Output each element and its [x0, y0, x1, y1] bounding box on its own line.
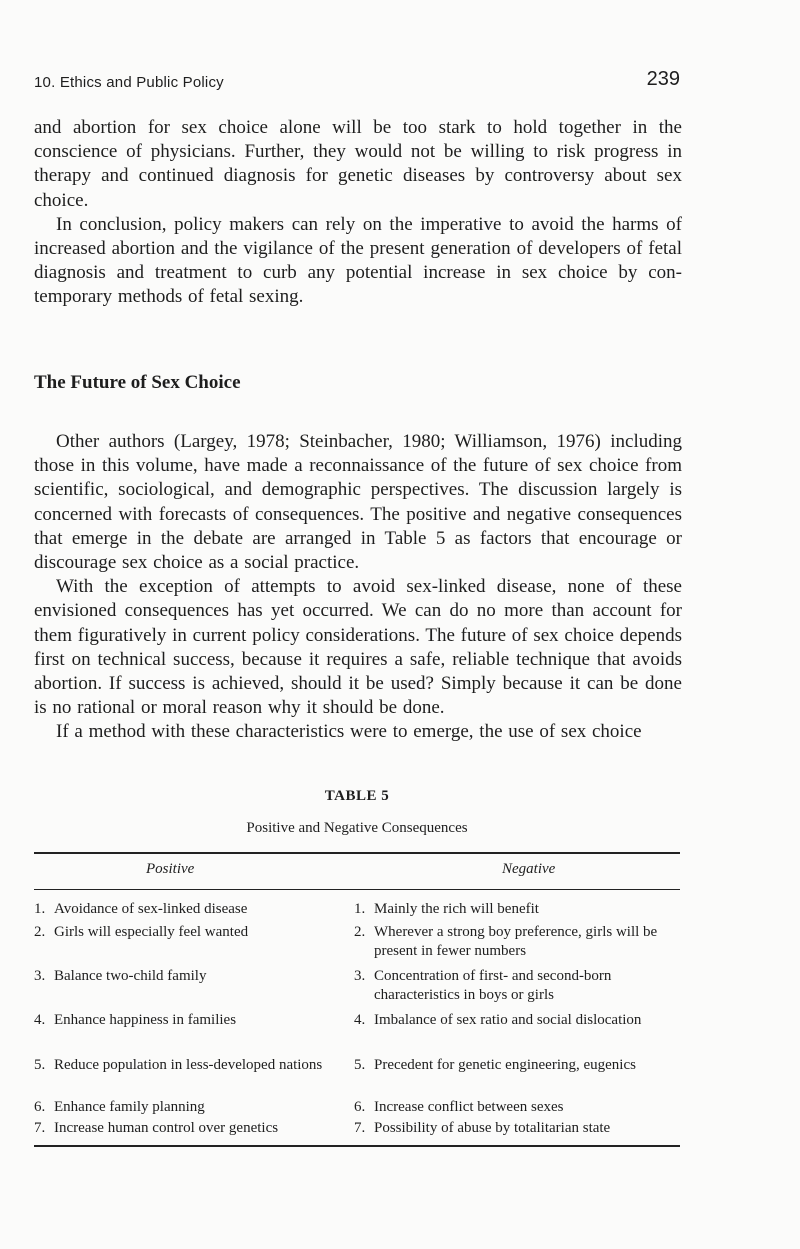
- table-header-row: [34, 852, 680, 890]
- row-number: 3.: [354, 968, 366, 984]
- table-row: [34, 900, 680, 923]
- negative-item: Mainly the rich will benefit: [374, 901, 539, 917]
- table-row: [34, 1056, 680, 1098]
- column-header-positive: Positive: [146, 861, 195, 877]
- positive-item: Enhance family planning: [54, 1099, 205, 1115]
- row-number: 1.: [34, 901, 46, 917]
- table-row: [34, 1119, 680, 1139]
- text-block-top: [34, 116, 682, 310]
- negative-item: Possibility of abuse by totalitarian state: [374, 1120, 611, 1136]
- table-row: [34, 967, 680, 1011]
- table-row: [34, 1098, 680, 1119]
- positive-item: Balance two-child family: [54, 968, 207, 984]
- row-number: 4.: [354, 1012, 366, 1028]
- table-row: [34, 1011, 680, 1056]
- positive-item: Girls will especially feel wanted: [54, 924, 249, 940]
- consequences-table: [34, 788, 680, 1147]
- row-number: 7.: [354, 1120, 366, 1136]
- paragraph-1: and abortion for sex choice alone will be too stark to hold together in the conscience of physicians. Further, they would not be willing to risk progress in therapy and continued diagnosis for genetic diseases by controversy about sex choice.: [34, 117, 682, 211]
- page-number: 239: [646, 68, 680, 90]
- row-number: 3.: [34, 968, 46, 984]
- table-top-rule: [34, 852, 680, 854]
- row-number: 7.: [34, 1120, 46, 1136]
- paragraph-4: With the exception of attempts to avoid sex-linked disease, none of these envisioned consequences has yet occurred. We can do no more than account for them figuratively in current policy considerations. The future of sex choice depends first on technical success, because it requires a safe, reliable technique that avoids abortion. If success is achieved, should it be used? Simply because it can be done is no rational or moral reason why it should be done.: [34, 576, 683, 719]
- positive-item: Increase human control over genetics: [54, 1120, 279, 1136]
- section-heading: The Future of Sex Choice: [34, 372, 241, 393]
- row-number: 2.: [354, 924, 366, 940]
- negative-item: Wherever a strong boy preference, girls will be present in fewer numbers: [374, 924, 658, 959]
- row-number: 6.: [34, 1099, 46, 1115]
- table-title: TABLE 5: [324, 788, 390, 804]
- row-number: 5.: [354, 1057, 366, 1073]
- negative-item: Imbalance of sex ratio and social dislocation: [374, 1012, 642, 1028]
- row-number: 5.: [34, 1057, 46, 1073]
- row-number: 1.: [354, 901, 366, 917]
- text-block-bottom: [34, 430, 682, 745]
- table-caption: Positive and Negative Consequences: [246, 820, 468, 836]
- negative-item: Precedent for genetic engineering, eugenics: [374, 1057, 636, 1073]
- negative-item: Increase conflict between sexes: [374, 1099, 564, 1115]
- paragraph-2: In conclusion, policy makers can rely on the imperative to avoid the harms of increased abortion and the vigilance of the present generation of developers of fetal diagnosis and treatment to curb any potential increase in sex choice by con- temporary methods of fetal sexing.: [34, 213, 682, 308]
- row-number: 4.: [34, 1012, 46, 1028]
- positive-item: Avoidance of sex-linked disease: [54, 901, 248, 917]
- table-body: [34, 890, 680, 1145]
- table-bottom-rule: [34, 1145, 680, 1147]
- row-number: 2.: [34, 924, 46, 940]
- row-number: 6.: [354, 1099, 366, 1115]
- paragraph-5: If a method with these characteristics were to emerge, the use of sex choice: [56, 721, 642, 743]
- positive-item: Reduce population in less-developed nations: [54, 1057, 323, 1073]
- page-header: [34, 70, 680, 96]
- running-head: 10. Ethics and Public Policy: [34, 74, 224, 91]
- positive-item: Enhance happiness in families: [54, 1012, 237, 1028]
- paragraph-3: Other authors (Largey, 1978; Steinbacher, 1980; Williamson, 1976) including those in this volume, have made a reconnaissance of the future of sex choice from scientific, sociological, and demographic perspectives. The discussion largely is concerned with forecasts of consequences. The positive and negative consequences that emerge in the debate are arranged in Table 5 as factors that encourage or discourage sex choice as a social practice.: [34, 431, 682, 574]
- table-row: [34, 923, 680, 967]
- negative-item: Concentration of first- and second-born characteristics in boys or girls: [374, 968, 612, 1003]
- column-header-negative: Negative: [502, 861, 556, 877]
